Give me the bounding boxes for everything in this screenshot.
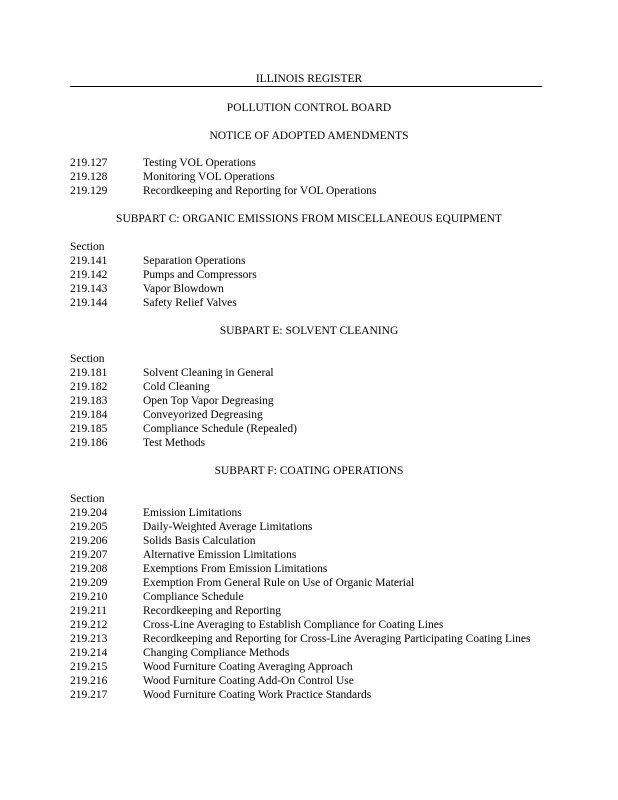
- section-title: Wood Furniture Coating Averaging Approach: [143, 661, 353, 673]
- section-title: Emission Limitations: [143, 507, 242, 519]
- subpart-heading: SUBPART F: COATING OPERATIONS: [214, 465, 404, 477]
- section-entry: [70, 688, 550, 702]
- section-entry: [70, 632, 550, 646]
- section-title: Wood Furniture Coating Add-On Control Use: [143, 675, 354, 687]
- section-number: 219.181: [70, 367, 108, 379]
- section-number: 219.213: [70, 633, 108, 645]
- section-entry: [70, 576, 550, 590]
- section-number: 219.143: [70, 283, 108, 295]
- subpart-heading: SUBPART E: SOLVENT CLEANING: [219, 325, 399, 337]
- section-entry: [70, 520, 550, 534]
- section-entry: [70, 184, 550, 198]
- section-title: Exemption From General Rule on Use of Organic Material: [143, 577, 415, 589]
- board-name: POLLUTION CONTROL BOARD: [226, 102, 392, 114]
- section-number: 219.183: [70, 395, 108, 407]
- section-title: Changing Compliance Methods: [143, 647, 290, 659]
- section-entry: [70, 282, 550, 296]
- section-title: Monitoring VOL Operations: [143, 171, 275, 183]
- section-entry: [70, 408, 550, 422]
- section-title: Solvent Cleaning in General: [143, 367, 274, 379]
- section-number: 219.216: [70, 675, 108, 687]
- section-label: Section: [70, 493, 105, 505]
- section-entry: [70, 170, 550, 184]
- section-number: 219.144: [70, 297, 108, 309]
- section-number: 219.209: [70, 577, 108, 589]
- section-entry: [70, 254, 550, 268]
- section-number: 219.129: [70, 185, 108, 197]
- section-number: 219.127: [70, 157, 108, 169]
- section-title: Wood Furniture Coating Work Practice Standards: [143, 689, 372, 701]
- section-title: Conveyorized Degreasing: [143, 409, 263, 421]
- section-title: Pumps and Compressors: [143, 269, 257, 281]
- section-number: 219.204: [70, 507, 108, 519]
- section-entry: [70, 534, 550, 548]
- section-title: Recordkeeping and Reporting for Cross-Line Averaging Participating Coating Lines: [143, 633, 531, 645]
- section-number: 219.215: [70, 661, 108, 673]
- section-title: Cold Cleaning: [143, 381, 210, 393]
- section-entry: [70, 366, 550, 380]
- section-entry: [70, 604, 550, 618]
- section-title: Test Methods: [143, 437, 206, 449]
- section-title: Vapor Blowdown: [143, 283, 224, 295]
- section-number: 219.206: [70, 535, 108, 547]
- section-title: Recordkeeping and Reporting: [143, 605, 281, 617]
- section-entry: [70, 562, 550, 576]
- section-entry: [70, 394, 550, 408]
- section-entry: [70, 646, 550, 660]
- section-title: Open Top Vapor Degreasing: [143, 395, 274, 407]
- section-title: Alternative Emission Limitations: [143, 549, 297, 561]
- section-number: 219.210: [70, 591, 108, 603]
- section-number: 219.142: [70, 269, 108, 281]
- section-title: Separation Operations: [143, 255, 246, 267]
- section-number: 219.207: [70, 549, 108, 561]
- section-entry: [70, 674, 550, 688]
- section-entry: [70, 156, 550, 170]
- section-title: Testing VOL Operations: [143, 157, 256, 169]
- section-entry: [70, 380, 550, 394]
- header-rule: [70, 86, 542, 87]
- section-entry: [70, 436, 550, 450]
- section-entry: [70, 548, 550, 562]
- section-title: Recordkeeping and Reporting for VOL Operations: [143, 185, 377, 197]
- section-number: 219.182: [70, 381, 108, 393]
- section-number: 219.186: [70, 437, 108, 449]
- section-list: [70, 156, 550, 702]
- section-number: 219.184: [70, 409, 108, 421]
- section-number: 219.211: [70, 605, 107, 617]
- subpart-heading: SUBPART C: ORGANIC EMISSIONS FROM MISCELLANEOUS EQUIPMENT: [116, 213, 502, 225]
- section-number: 219.128: [70, 171, 108, 183]
- register-title: ILLINOIS REGISTER: [255, 73, 363, 85]
- section-title: Compliance Schedule: [143, 591, 244, 603]
- section-title: Daily-Weighted Average Limitations: [143, 521, 313, 533]
- section-entry: [70, 422, 550, 436]
- section-number: 219.217: [70, 689, 108, 701]
- section-entry: [70, 590, 550, 604]
- section-number: 219.212: [70, 619, 108, 631]
- section-number: 219.208: [70, 563, 108, 575]
- section-number: 219.214: [70, 647, 108, 659]
- section-title: Cross-Line Averaging to Establish Compliance for Coating Lines: [143, 619, 444, 631]
- section-title: Solids Basis Calculation: [143, 535, 256, 547]
- section-entry: [70, 660, 550, 674]
- section-label: Section: [70, 353, 105, 365]
- section-number: 219.205: [70, 521, 108, 533]
- section-title: Safety Relief Valves: [143, 297, 237, 309]
- section-title: Compliance Schedule (Repealed): [143, 423, 297, 435]
- section-entry: [70, 296, 550, 310]
- section-entry: [70, 506, 550, 520]
- section-entry: [70, 618, 550, 632]
- section-number: 219.185: [70, 423, 108, 435]
- section-number: 219.141: [70, 255, 108, 267]
- section-label: Section: [70, 241, 105, 253]
- notice-title: NOTICE OF ADOPTED AMENDMENTS: [209, 130, 409, 142]
- section-title: Exemptions From Emission Limitations: [143, 563, 328, 575]
- section-entry: [70, 268, 550, 282]
